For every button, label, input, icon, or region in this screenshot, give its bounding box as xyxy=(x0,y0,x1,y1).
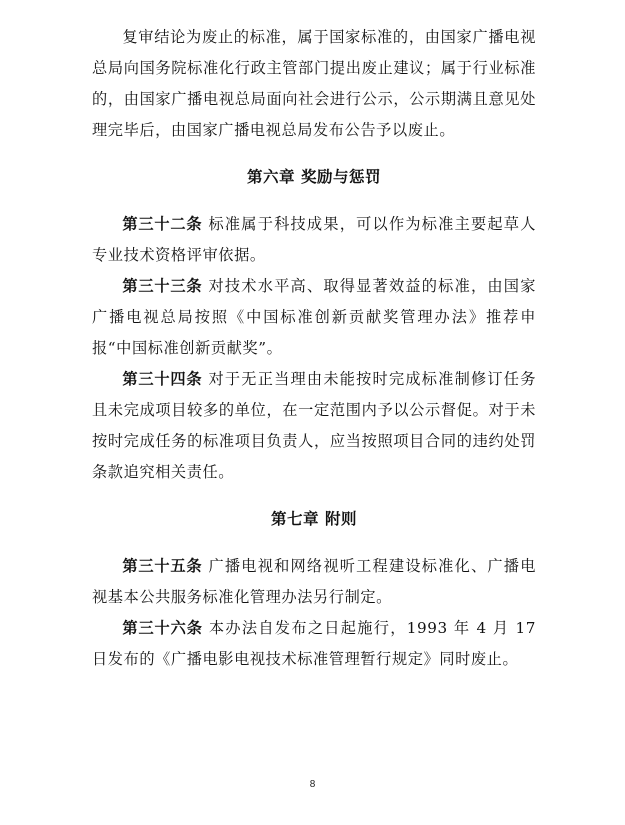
article-text: 对技术水平高、取得显著效益的标准，由国家广播电视总局按照《中国标准创新贡献奖管理办法》推荐申报“中国标准创新贡献奖”。 xyxy=(92,277,537,357)
paragraph-review-abolition xyxy=(92,22,536,146)
article-33 xyxy=(92,271,536,364)
article-number: 第三十三条 xyxy=(122,277,203,295)
article-number: 第三十二条 xyxy=(122,215,203,233)
article-text: 本办法自发布之日起施行，1993 年 4 月 17 日发布的《广播电影电视技术标准管理暂行规定》同时废止。 xyxy=(92,619,537,668)
article-34 xyxy=(92,364,536,488)
page-number: 8 xyxy=(309,779,316,790)
chapter-heading: 第七章 附则 xyxy=(271,510,357,528)
article-number: 第三十四条 xyxy=(122,370,203,388)
article-number: 第三十五条 xyxy=(122,557,203,575)
article-text: 对于无正当理由未能按时完成标准制修订任务且未完成项目较多的单位，在一定范围内予以公示督促。对于未按时完成任务的标准项目负责人，应当按照项目合同的违约处罚条款追究相关责任。 xyxy=(92,370,537,481)
article-35 xyxy=(92,551,536,613)
article-number: 第三十六条 xyxy=(122,619,203,637)
article-36 xyxy=(92,613,536,675)
document-body xyxy=(92,22,536,675)
article-32 xyxy=(92,209,536,271)
paragraph-text: 复审结论为废止的标准，属于国家标准的，由国家广播电视总局向国务院标准化行政主管部门提出废止建议；属于行业标准的，由国家广播电视总局面向社会进行公示，公示期满且意见处理完毕后，由国家广播电视总局发布公告予以废止。 xyxy=(92,28,536,139)
chapter-heading: 第六章 奖励与惩罚 xyxy=(247,168,381,186)
article-text: 广播电视和网络视听工程建设标准化、广播电视基本公共服务标准化管理办法另行制定。 xyxy=(92,557,537,606)
article-text: 标准属于科技成果，可以作为标准主要起草人专业技术资格评审依据。 xyxy=(92,215,537,264)
